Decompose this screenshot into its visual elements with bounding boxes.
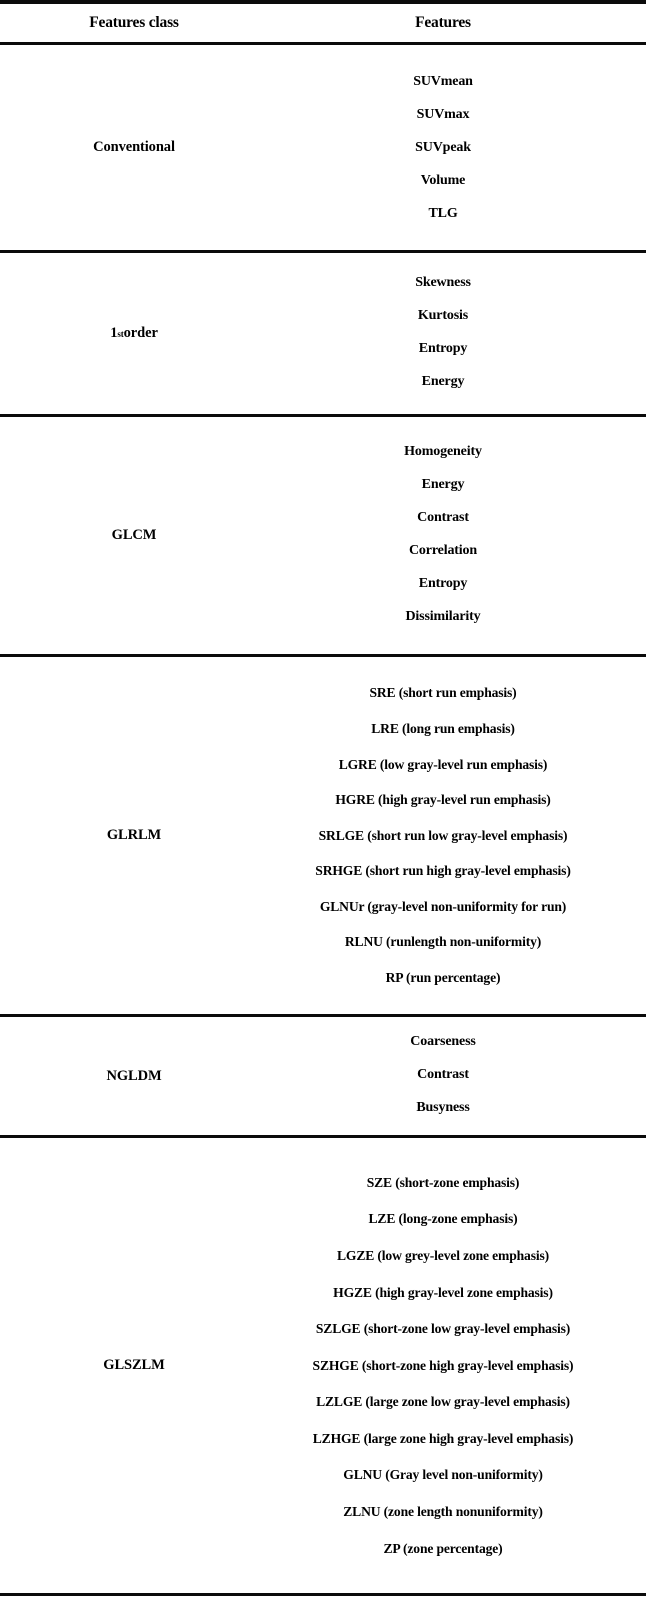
feature-class-label-conventional: Conventional	[93, 139, 175, 155]
column-header-features: Features	[415, 14, 471, 31]
feature-item: Correlation	[408, 543, 478, 558]
feature-item: LGZE (low grey-level zone emphasis)	[337, 1247, 549, 1263]
feature-group-glrlm	[0, 657, 646, 1014]
feature-group-glcm	[0, 417, 646, 654]
feature-item: Busyness	[416, 1100, 470, 1115]
feature-list-first-order	[268, 253, 646, 414]
feature-item: LZLGE (large zone low gray-level emphasis)	[316, 1394, 570, 1410]
feature-item: HGZE (high gray-level zone emphasis)	[333, 1284, 553, 1300]
feature-list-ngldm	[268, 1017, 646, 1135]
feature-item: Entropy	[418, 576, 468, 591]
feature-item: RLNU (runlength non-uniformity)	[344, 934, 542, 950]
feature-list-glcm	[268, 417, 646, 654]
feature-item: Entropy	[418, 341, 468, 356]
feature-item: LZE (long-zone emphasis)	[368, 1211, 518, 1227]
feature-item: SZHGE (short-zone high gray-level emphasis)	[312, 1357, 574, 1373]
feature-item: TLG	[428, 205, 458, 221]
feature-item: SZLGE (short-zone low gray-level emphasis)	[315, 1321, 571, 1337]
feature-item: Homogeneity	[404, 444, 482, 459]
feature-group-ngldm	[0, 1017, 646, 1135]
feature-item: SUVpeak	[415, 139, 471, 155]
feature-item: SRE (short run emphasis)	[369, 685, 517, 701]
feature-item: RP (run percentage)	[385, 970, 501, 986]
feature-class-label-first-order: 1 st order	[110, 325, 158, 341]
column-header-features-class: Features class	[89, 14, 179, 31]
feature-item: Kurtosis	[417, 308, 469, 323]
feature-item: ZLNU (zone length nonuniformity)	[343, 1504, 543, 1520]
feature-list-glszlm	[268, 1138, 646, 1593]
feature-class-label-glrlm: GLRLM	[106, 827, 162, 843]
feature-item: SRHGE (short run high gray-level emphasis)	[315, 863, 571, 879]
feature-list-glrlm	[268, 657, 646, 1014]
feature-item: Dissimilarity	[405, 609, 481, 624]
feature-item: Contrast	[417, 1067, 469, 1082]
feature-item: Energy	[421, 374, 465, 389]
feature-item: LZHGE (large zone high gray-level emphasis)	[312, 1430, 574, 1446]
feature-class-label-glcm: GLCM	[111, 527, 157, 543]
feature-item: GLNU (Gray level non-uniformity)	[343, 1467, 543, 1483]
feature-item: Energy	[421, 477, 465, 492]
feature-item: Contrast	[417, 510, 469, 525]
feature-item: LGRE (low gray-level run emphasis)	[338, 756, 548, 772]
feature-item: GLNUr (gray-level non-uniformity for run)	[319, 898, 567, 914]
feature-class-label-glszlm: GLSZLM	[103, 1357, 165, 1373]
feature-group-first-order	[0, 253, 646, 414]
feature-item: ZP (zone percentage)	[383, 1540, 503, 1556]
feature-item: HGRE (high gray-level run emphasis)	[335, 792, 551, 808]
feature-list-conventional	[268, 45, 646, 250]
feature-item: SRLGE (short run low gray-level emphasis)	[318, 827, 568, 843]
feature-group-conventional	[0, 45, 646, 250]
first-order-suffix: order	[123, 325, 158, 341]
first-order-prefix: 1	[110, 325, 118, 341]
feature-item: Coarseness	[410, 1034, 476, 1049]
feature-item: Volume	[420, 172, 466, 188]
feature-item: SUVmax	[416, 106, 470, 122]
feature-item: SUVmean	[413, 73, 473, 89]
feature-group-glszlm	[0, 1138, 646, 1593]
feature-item: Skewness	[415, 275, 471, 290]
table-bottom-rule	[0, 1593, 646, 1596]
feature-item: SZE (short-zone emphasis)	[366, 1174, 520, 1190]
table-header-row	[0, 4, 646, 42]
feature-class-label-ngldm: NGLDM	[106, 1067, 162, 1084]
feature-item: LRE (long run emphasis)	[371, 720, 515, 736]
